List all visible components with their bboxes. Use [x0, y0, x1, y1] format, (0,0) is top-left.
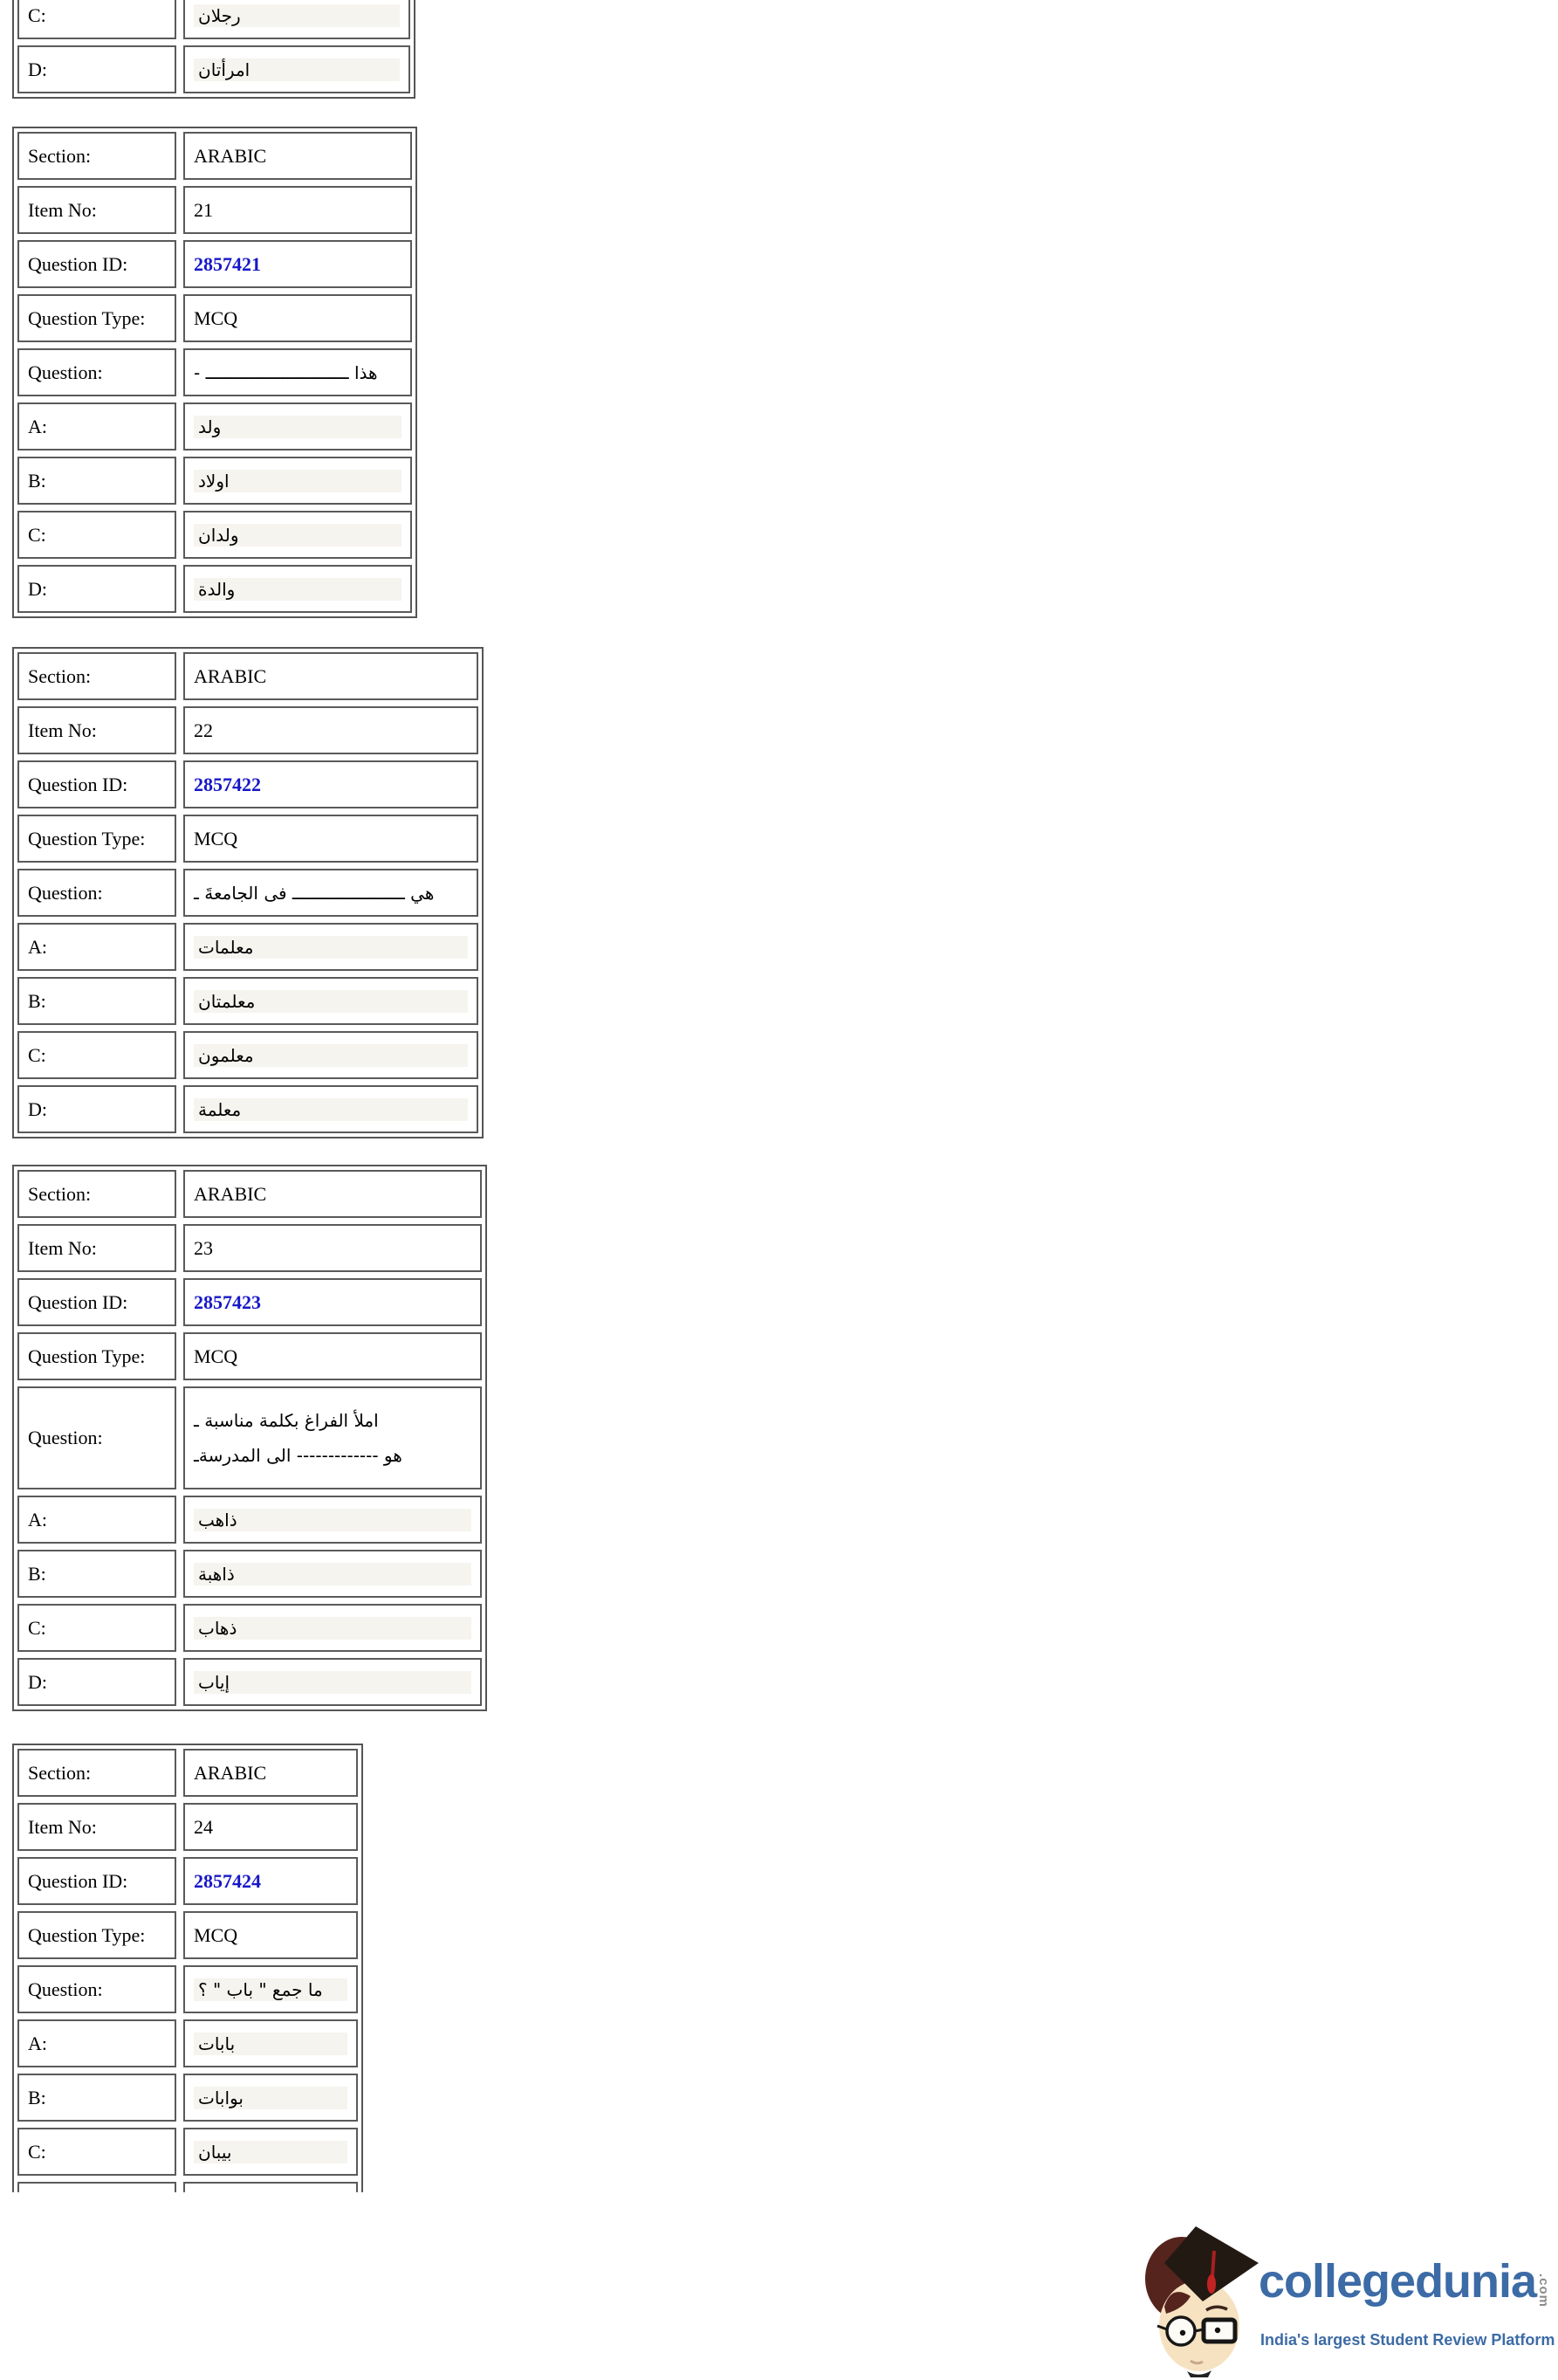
question-line-1: املأ الفراغ بكلمة مناسبة ـ: [194, 1410, 379, 1431]
question-line-2: هو ------------- الى المدرسةـ: [194, 1445, 402, 1466]
option-c-value: رجلان: [183, 0, 410, 39]
option-row-c: [17, 1604, 482, 1652]
question-id-row: [17, 1278, 482, 1326]
section-row: [17, 1749, 358, 1797]
option-row-c: [17, 1031, 478, 1079]
question-id-label: Question ID:: [17, 1857, 176, 1905]
option-row-c: [17, 2128, 358, 2176]
item-no-row: [17, 1803, 358, 1851]
option-c-label: C:: [17, 1031, 176, 1079]
section-value: ARABIC: [183, 1749, 358, 1797]
option-a-label: A:: [17, 923, 176, 971]
option-b-label: B:: [17, 977, 176, 1025]
section-value: ARABIC: [183, 1170, 482, 1218]
collegedunia-tagline: India's largest Student Review Platform: [1260, 2331, 1555, 2349]
question-value: ما جمع " باب " ؟: [183, 1965, 358, 2013]
question-table-partial-top: [12, 0, 415, 99]
option-d-label: D:: [17, 565, 176, 613]
question-id-value: 2857421: [183, 240, 412, 288]
item-no-label: Item No:: [17, 1803, 176, 1851]
question-type-row: [17, 294, 412, 342]
option-a-value: ولد: [183, 402, 412, 451]
option-c-value: معلمون: [183, 1031, 478, 1079]
question-row: [17, 869, 478, 917]
question-id-label: Question ID:: [17, 760, 176, 808]
question-id-row: [17, 760, 478, 808]
collegedunia-wordmark: collegedunia: [1259, 2255, 1537, 2308]
question-type-value: MCQ: [183, 1332, 482, 1380]
option-d-value: [183, 2182, 358, 2192]
item-no-row: [17, 1224, 482, 1272]
item-no-label: Item No:: [17, 706, 176, 754]
question-type-label: Question Type:: [17, 815, 176, 863]
option-row-b: [17, 977, 478, 1025]
question-id-row: [17, 1857, 358, 1905]
question-id-label: Question ID:: [17, 1278, 176, 1326]
option-d-value: امرأتان: [183, 45, 410, 93]
option-d-label: [17, 2182, 176, 2192]
question-id-value: 2857422: [183, 760, 478, 808]
question-id-label: Question ID:: [17, 240, 176, 288]
option-c-label: C:: [17, 1604, 176, 1652]
option-b-value: ذاهبة: [183, 1550, 482, 1598]
question-value: هذا ــــــــــــــــــــــــــــ -: [183, 348, 412, 396]
option-row-a: [17, 1496, 482, 1544]
collegedunia-tld: .com: [1536, 2273, 1551, 2308]
option-c-value: ولدان: [183, 511, 412, 559]
item-no-label: Item No:: [17, 1224, 176, 1272]
option-d-label: D:: [17, 45, 176, 93]
question-label: Question:: [17, 348, 176, 396]
question-type-row: [17, 815, 478, 863]
option-b-label: B:: [17, 457, 176, 505]
question-id-value: 2857423: [183, 1278, 482, 1326]
question-type-value: MCQ: [183, 1911, 358, 1959]
option-row-d: [17, 1085, 478, 1133]
question-type-value: MCQ: [183, 294, 412, 342]
section-value: ARABIC: [183, 132, 412, 180]
collegedunia-mascot-icon: [1145, 2223, 1260, 2378]
item-no-value: 23: [183, 1224, 482, 1272]
question-value: هي ــــــــــــــــــــــ فى الجامعةَ ـ: [183, 869, 478, 917]
question-value: [183, 1386, 482, 1489]
option-row-b: [17, 2074, 358, 2122]
question-type-label: Question Type:: [17, 294, 176, 342]
section-row: [17, 1170, 482, 1218]
option-d-label: D:: [17, 1085, 176, 1133]
option-a-value: معلمات: [183, 923, 478, 971]
option-c-value: بيبان: [183, 2128, 358, 2176]
option-d-value: إياب: [183, 1658, 482, 1706]
option-b-value: بوابات: [183, 2074, 358, 2122]
option-row-d: [17, 1658, 482, 1706]
option-a-label: A:: [17, 402, 176, 451]
item-no-row: [17, 706, 478, 754]
section-value: ARABIC: [183, 652, 478, 700]
question-table-22: [12, 647, 484, 1138]
option-row-d: [17, 45, 410, 93]
option-row-d-partial: [17, 2182, 358, 2192]
collegedunia-logo: [1145, 2223, 1558, 2380]
option-a-value: ذاهب: [183, 1496, 482, 1544]
section-label: Section:: [17, 132, 176, 180]
question-id-value: 2857424: [183, 1857, 358, 1905]
option-row-a: [17, 923, 478, 971]
question-type-row: [17, 1332, 482, 1380]
option-d-label: D:: [17, 1658, 176, 1706]
option-b-label: B:: [17, 2074, 176, 2122]
item-no-label: Item No:: [17, 186, 176, 234]
option-row-d: [17, 565, 412, 613]
option-b-value: معلمتان: [183, 977, 478, 1025]
question-row: [17, 1386, 482, 1489]
question-label: Question:: [17, 1965, 176, 2013]
question-row: [17, 348, 412, 396]
item-no-row: [17, 186, 412, 234]
option-c-label: C:: [17, 511, 176, 559]
question-table-24: [12, 1744, 363, 2192]
option-a-label: A:: [17, 2019, 176, 2067]
question-table-23: [12, 1165, 487, 1711]
question-type-value: MCQ: [183, 815, 478, 863]
section-label: Section:: [17, 1170, 176, 1218]
question-type-label: Question Type:: [17, 1911, 176, 1959]
option-row-c: [17, 511, 412, 559]
item-no-value: 24: [183, 1803, 358, 1851]
question-id-row: [17, 240, 412, 288]
option-c-label: C:: [17, 2128, 176, 2176]
item-no-value: 22: [183, 706, 478, 754]
item-no-value: 21: [183, 186, 412, 234]
question-type-label: Question Type:: [17, 1332, 176, 1380]
option-b-value: اولاد: [183, 457, 412, 505]
section-row: [17, 132, 412, 180]
option-row-b: [17, 457, 412, 505]
option-d-value: والدة: [183, 565, 412, 613]
section-row: [17, 652, 478, 700]
section-label: Section:: [17, 1749, 176, 1797]
option-a-value: بابات: [183, 2019, 358, 2067]
option-row-b: [17, 1550, 482, 1598]
option-d-value: معلمة: [183, 1085, 478, 1133]
option-c-label: C:: [17, 0, 176, 39]
section-label: Section:: [17, 652, 176, 700]
option-a-label: A:: [17, 1496, 176, 1544]
question-table-21: [12, 127, 417, 618]
option-row-a: [17, 2019, 358, 2067]
question-label: Question:: [17, 869, 176, 917]
option-row-a: [17, 402, 412, 451]
question-label: Question:: [17, 1386, 176, 1489]
question-type-row: [17, 1911, 358, 1959]
option-b-label: B:: [17, 1550, 176, 1598]
option-row-c: [17, 0, 410, 39]
question-row: [17, 1965, 358, 2013]
option-c-value: ذهاب: [183, 1604, 482, 1652]
